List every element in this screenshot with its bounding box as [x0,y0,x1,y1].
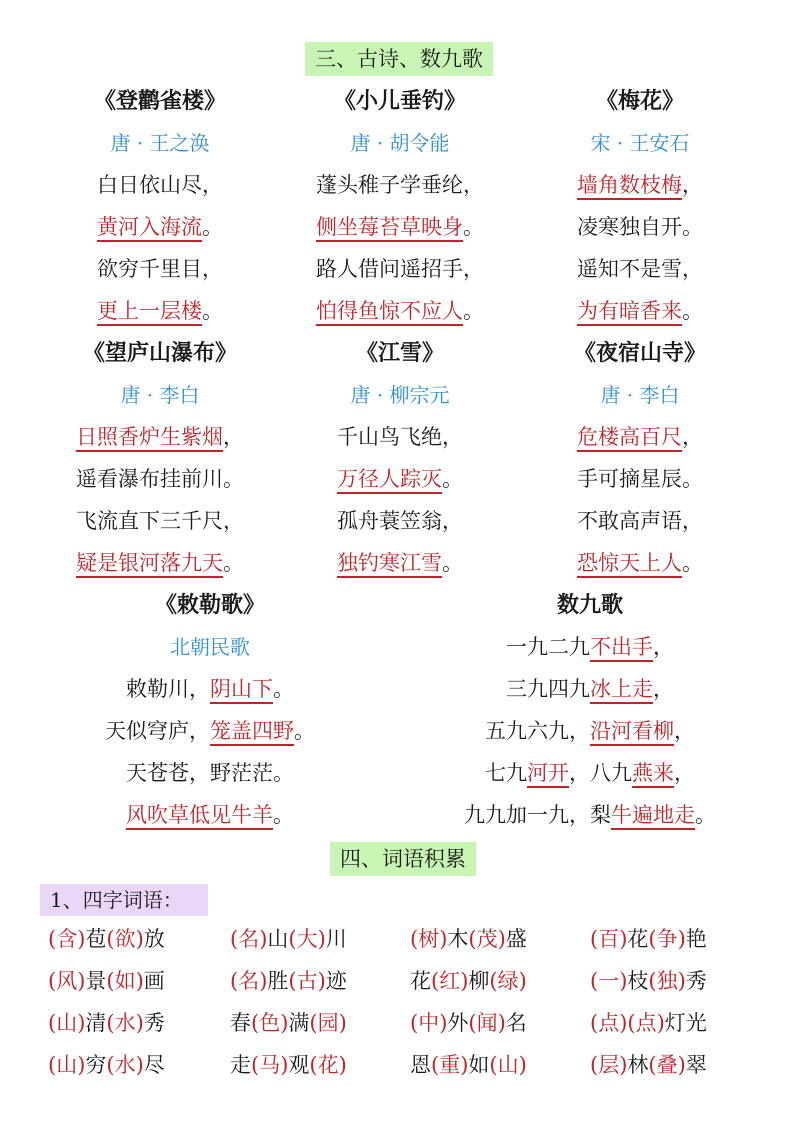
poem-line [60,674,360,704]
idiom-fill-char: (争) [648,927,686,951]
idiom-fill-char: (马) [251,1053,289,1077]
line-highlight: 侧坐莓苔草映身 [316,215,463,242]
idiom-char: 清 [85,1011,107,1035]
poem-line [440,716,740,746]
line-punct: ， [223,509,244,533]
idiom-char: 春 [230,1011,251,1035]
poem-line [40,296,280,326]
idiom-word [230,966,347,996]
idiom-char: 景 [85,969,107,993]
line-highlight: 黄河入海流 [97,215,202,242]
idiom-char: 走 [230,1053,251,1077]
idiom-char: 放 [143,927,165,951]
idiom-fill-char: (树) [410,927,448,951]
line-punct: ， [442,509,463,533]
poem-line [60,716,360,746]
line-highlight: 日照香炉生紫烟 [76,425,223,452]
idiom-fill-char: (百) [590,927,628,951]
poem-line [520,464,760,494]
line-punct: 。 [442,467,463,491]
line-text: 五九六九， [485,719,590,743]
idiom-fill-char: (大) [288,927,326,951]
line-text: 遥看瀑布挂前川 [76,467,223,491]
poem-line [40,170,280,200]
idiom-char: 花 [410,969,431,993]
idiom-word [590,1050,707,1080]
idiom-fill-char: (园) [309,1011,347,1035]
idiom-word [230,924,347,954]
idiom-fill-char: (叠) [648,1053,686,1077]
line-punct: ， [442,425,463,449]
idiom-char: 观 [288,1053,310,1077]
idiom-char: 穷 [85,1053,107,1077]
line-punct: 。 [294,719,315,743]
idiom-char: 山 [267,927,289,951]
poem-line [440,758,740,788]
line-text: 白日依山尽 [97,173,202,197]
idiom-char: 秀 [685,969,707,993]
line-highlight: 笼盖四野 [210,719,294,746]
line-punct: ， [223,425,244,449]
poem-line [40,548,280,578]
poem-line [520,170,760,200]
idiom-fill-char: (山) [48,1053,86,1077]
poem-line [520,212,760,242]
line-text: 孤舟蓑笠翁 [337,509,442,533]
idiom-char: 花 [627,927,649,951]
idiom-word [410,1008,527,1038]
line-text: 千山鸟飞绝 [337,425,442,449]
idiom-word [48,924,165,954]
line-highlight: 更上一层楼 [97,299,202,326]
line-text: 凌寒独自开 [577,215,682,239]
line-text: 蓬头稚子学垂纶 [316,173,463,197]
idiom-fill-char: (风) [48,969,86,993]
line-punct: 。 [223,467,244,491]
line-text: ，八九 [569,761,632,785]
poem-line [520,506,760,536]
line-text: 路人借问遥招手 [316,257,463,281]
idiom-fill-char: (绿) [489,969,527,993]
line-text: ， [674,761,695,785]
poem-author: 宋 · 王安石 [590,131,690,155]
poem-line [280,548,520,578]
subsection-title-four-char-words: 1、四字词语： [40,884,208,916]
line-punct: ， [463,257,484,281]
poem-author: 北朝民歌 [170,635,250,659]
idiom-fill-char: (水) [106,1053,144,1077]
idiom-char: 灯 [664,1011,686,1035]
idiom-char: 翠 [685,1053,707,1077]
line-text: 。 [695,803,716,827]
idiom-word [230,1050,347,1080]
line-punct: ， [682,425,703,449]
poem-title: 《登鹳雀楼》 [93,88,226,114]
line-punct: 。 [442,551,463,575]
line-highlight: 冰上走 [590,677,653,704]
line-punct: ， [682,509,703,533]
line-highlight: 为有暗香来 [577,299,682,326]
section-title-vocabulary: 四、词语积累 [330,842,476,876]
line-highlight: 独钓寒江雪 [337,551,442,578]
line-text: ， [653,635,674,659]
poem-3 [40,338,280,578]
line-punct: 。 [682,467,703,491]
line-punct: 。 [463,215,484,239]
idiom-fill-char: (一) [590,969,628,993]
poem-title: 数九歌 [556,592,623,618]
poem-author: 唐 · 柳宗元 [350,383,450,407]
poem-author: 唐 · 李白 [600,383,680,407]
idiom-fill-char: (重) [431,1053,469,1077]
line-highlight: 燕来 [632,761,674,788]
idiom-char: 名 [505,1011,527,1035]
line-punct: 。 [202,215,223,239]
idiom-char: 川 [325,927,347,951]
line-highlight: 墙角数枝梅 [577,173,682,200]
idiom-fill-char: (古) [288,969,326,993]
idiom-char: 尽 [143,1053,165,1077]
idiom-fill-char: (花) [309,1053,347,1077]
line-punct: ， [463,173,484,197]
idiom-char: 枝 [627,969,649,993]
idiom-fill-char: (含) [48,927,86,951]
line-punct: ， [682,173,703,197]
idiom-fill-char: (层) [590,1053,628,1077]
idiom-char: 艳 [685,927,707,951]
idiom-word [230,1008,347,1038]
line-text: 一九二九 [506,635,590,659]
idiom-char: 满 [288,1011,310,1035]
line-punct: 。 [682,551,703,575]
idiom-fill-char: (水) [106,1011,144,1035]
line-highlight: 阴山下 [210,677,273,704]
poem-line [40,464,280,494]
poem-line [520,254,760,284]
idiom-fill-char: (中) [410,1011,448,1035]
idiom-fill-char: (山) [48,1011,86,1035]
idiom-word [590,924,707,954]
poem-author: 唐 · 王之涣 [110,131,210,155]
poem-0 [40,86,280,326]
idiom-word [410,966,527,996]
poem-chilege [60,590,360,830]
line-text: 遥知不是雪 [577,257,682,281]
poem-line [40,212,280,242]
line-highlight: 沿河看柳 [590,719,674,746]
line-punct: 。 [273,803,294,827]
line-punct: 。 [223,551,244,575]
line-highlight: 危楼高百尺 [577,425,682,452]
poem-1 [280,86,520,326]
line-highlight: 万径人踪灭 [337,467,442,494]
line-text: 天似穹庐， [105,719,210,743]
idiom-char: 柳 [468,969,490,993]
line-punct: 。 [273,677,294,701]
line-text: 不敢高声语 [577,509,682,533]
idiom-word [410,1050,527,1080]
line-punct: 。 [273,761,294,785]
line-text: 九九加一九，梨 [464,803,611,827]
idiom-char: 秀 [143,1011,165,1035]
idiom-char: 如 [468,1053,490,1077]
line-punct: 。 [682,299,703,323]
line-punct: 。 [682,215,703,239]
poem-2 [520,86,760,326]
poem-title: 《夜宿山寺》 [573,340,706,366]
idiom-fill-char: (点) [590,1011,628,1035]
poem-line [440,632,740,662]
poem-5 [520,338,760,578]
poem-line [280,464,520,494]
line-punct: 。 [463,299,484,323]
idiom-char: 盛 [505,927,527,951]
poem-line [280,254,520,284]
poem-title: 《江雪》 [355,340,444,366]
poem-title: 《敕勒歌》 [154,592,265,618]
poem-line [440,674,740,704]
idiom-char: 苞 [85,927,107,951]
line-punct: ， [202,173,223,197]
line-highlight: 疑是银河落九天 [76,551,223,578]
line-text: 敕勒川， [126,677,210,701]
poem-4 [280,338,520,578]
line-text: 手可摘星辰 [577,467,682,491]
line-highlight: 风吹草低见牛羊 [126,803,273,830]
idiom-fill-char: (红) [431,969,469,993]
idiom-char: 光 [685,1011,707,1035]
idiom-char: 画 [143,969,165,993]
line-text: 三九四九 [506,677,590,701]
poem-line [280,170,520,200]
idiom-word [48,1008,165,1038]
section-title-poems: 三、古诗、数九歌 [305,42,493,76]
idiom-fill-char: (名) [230,927,268,951]
idiom-fill-char: (茂) [468,927,506,951]
line-punct: ， [202,257,223,281]
idiom-char: 木 [447,927,469,951]
poem-line [280,296,520,326]
poem-line [520,422,760,452]
poem-line [280,506,520,536]
poem-line [520,296,760,326]
line-highlight: 恐惊天上人 [577,551,682,578]
poem-shujiu [440,590,740,830]
poem-line [60,758,360,788]
idiom-fill-char: (点) [627,1011,665,1035]
idiom-fill-char: (如) [106,969,144,993]
idiom-word [48,966,165,996]
poem-author: 唐 · 李白 [120,383,200,407]
poem-line [40,506,280,536]
line-highlight: 怕得鱼惊不应人 [316,299,463,326]
line-text: 天苍苍，野茫茫 [126,761,273,785]
idiom-word [590,1008,707,1038]
poem-line [60,800,360,830]
idiom-char: 林 [627,1053,649,1077]
idiom-fill-char: (名) [230,969,268,993]
poem-line [40,254,280,284]
poem-title: 《小儿垂钓》 [333,88,466,114]
poem-title: 《望庐山瀑布》 [82,340,237,366]
idiom-fill-char: (独) [648,969,686,993]
poem-title: 《梅花》 [595,88,684,114]
line-text: 七九 [485,761,527,785]
line-text: 欲穷千里目 [97,257,202,281]
poem-line [440,800,740,830]
idiom-fill-char: (欲) [106,927,144,951]
line-text: 飞流直下三千尺 [76,509,223,533]
idiom-char: 恩 [410,1053,431,1077]
line-text: ， [653,677,674,701]
idiom-fill-char: (闻) [468,1011,506,1035]
poem-line [520,548,760,578]
poem-line [40,422,280,452]
idiom-char: 胜 [267,969,289,993]
line-highlight: 河开 [527,761,569,788]
idiom-word [48,1050,165,1080]
idiom-char: 迹 [325,969,347,993]
line-highlight: 不出手 [590,635,653,662]
poem-line [280,422,520,452]
poem-line [280,212,520,242]
line-punct: 。 [202,299,223,323]
idiom-word [410,924,527,954]
line-highlight: 牛遍地走 [611,803,695,830]
line-text: ， [674,719,695,743]
idiom-word [590,966,707,996]
idiom-fill-char: (色) [251,1011,289,1035]
line-punct: ， [682,257,703,281]
poem-author: 唐 · 胡令能 [350,131,450,155]
idiom-fill-char: (山) [489,1053,527,1077]
idiom-char: 外 [447,1011,469,1035]
